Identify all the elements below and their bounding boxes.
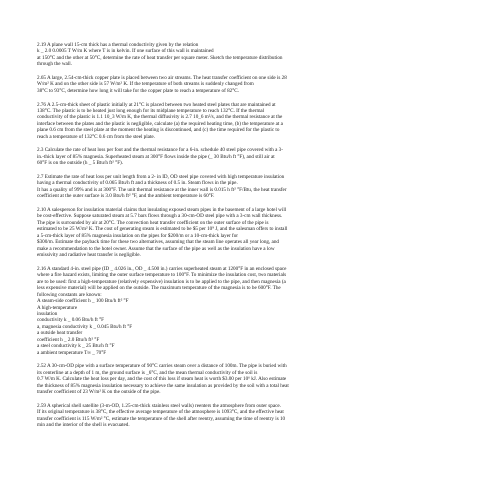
problem-text-line: the thickness of 85% magnesia insulation necessary to achieve the same insulation as provided by the soil with a total heat — [37, 382, 289, 389]
problem-text-line: k _ 2.0 0.0005 T W/m K where T is in kelvin. If one surface of this wall is maintained — [37, 48, 214, 55]
problem-text-line: 2.65 A large, 2.54-cm-thick copper plate is placed between two air streams. The heat transfer coefficient on one side is 28 — [37, 75, 287, 81]
problem-text-line: 2.3 Calculate the rate of heat loss per foot and the thermal resistance for a 6-in. schedule 40 steel pipe covered with a 3- — [37, 147, 283, 154]
problem-text-line: conductivity of the plastic is 1.1 10_3 W/m K, the thermal diffusivity is 2.7 10_6 m²/s, and the thermal resistance at the — [37, 114, 283, 121]
problem-2-10 — [37, 207, 461, 259]
problem-text-line: A steam-side coefficient h _ 100 Btu/h ft² °F — [37, 298, 129, 305]
problem-text-line: coefficient at the outer surface is 3.0 Btu/h ft² °F, and the ambient temperature is 60°F. — [37, 193, 215, 200]
problem-text-line: transfer coefficient is 115 W/m² °C, estimate the temperature of the shell after reentry, assuming the time of reentry is 10 — [37, 415, 286, 422]
problem-text-line: 2.10 A salesperson for insulation material claims that insulating exposed steam pipes in the basement of a large hotel will — [37, 207, 287, 213]
problem-text-line: 138°C. The plastic is to be heated just long enough for its midplane temperature to reach 132°C. If the thermal — [37, 108, 265, 114]
problem-text-line: following constants are known: — [37, 291, 102, 298]
problem-text-line: 60°F is on the outside (h _ 5 Btu/h ft² °F). — [37, 160, 124, 167]
problem-text-line: It has a quality of 99% and is at 300°F. The unit thermal resistance at the inner wall is 0.015 h ft² °F/Btu, the heat transfer — [37, 186, 287, 193]
problem-text-line: a outside heat transfer — [37, 330, 83, 337]
problem-2-65 — [37, 75, 461, 94]
problem-2-3 — [37, 147, 461, 166]
problem-text-line: W/m² K and on the other side is 57 W/m² K. If the temperature of both streams is suddenly changed from — [37, 81, 254, 88]
problem-text-line: 2.16 A standard 4-in. steel pipe (ID _ 4.026 in., OD _ 4.500 in.) carries superheated steam at 1200°F in an enclosed space — [37, 265, 287, 272]
problem-text-line: its centerline at a depth of 1 m, the ground surface is _6°C, and the mean thermal conductivity of the soil is — [37, 369, 258, 376]
problem-text-line: estimated to be 25 W/m² K. The cost of generating steam is estimated to be $5 per 10⁹ J, and the salesman offers to install — [37, 226, 288, 233]
problem-text-line: min and the interior of the shell is evacuated. — [37, 422, 130, 429]
problem-text-line: insulation — [37, 310, 58, 317]
problem-text-line: make a recommendation to the hotel owner. Assume that the surface of the pipe as well as the insulation have a low — [37, 245, 275, 252]
problem-2-19 — [37, 42, 461, 68]
problem-text-line: The pipe is surrounded by air at 20°C. The convection heat transfer coefficient on the outer surface of the pipe is — [37, 219, 269, 226]
problem-text-line: at 150°C and the other at 50°C, determine the rate of heat transfer per square meter. Sketch the temperature distribution — [37, 54, 283, 61]
problem-text-line: interface between the plates and the plastic is negligible, calculate (a) the required heating time, (b) the temperature at a — [37, 120, 283, 127]
problem-text-line: plane 0.6 cm from the steel plate at the moment the heating is discontinued, and (c) the time required for the plastic to — [37, 127, 280, 134]
problem-text-line: a 5-cm-thick layer of 85% magnesia insulation on the pipes for $200/m or a 10-cm-thick layer for — [37, 232, 238, 239]
problem-text-line: 2.19 A plane wall 15-cm thick has a thermal conductivity given by the relation — [37, 42, 199, 48]
problem-2-76 — [37, 102, 461, 141]
problem-text-line: be cost-effective. Suppose saturated steam at 5.7 bars flows through a 30-cm-OD steel pipe with a 3-cm wall thickness. — [37, 213, 283, 220]
problem-2-16 — [37, 266, 461, 356]
problem-text-line: reach a temperature of 132°C 0.6 cm from the steel plate. — [37, 133, 155, 140]
problem-text-line: 2.59 A spherical shell satellite (3-m-OD, 1.25-cm-thick stainless steel walls) reenters the atmosphere from outer space. — [37, 402, 281, 409]
problem-2-52 — [37, 363, 461, 395]
problem-text-line: 2.7 Estimate the rate of heat loss per unit length from a 2- in ID, OD steel pipe covered with high temperature insulation — [37, 174, 285, 180]
problem-text-line: through the wall. — [37, 61, 72, 68]
problem-text-line: transfer coefficient of 23 W/m² K on the outside of the pipe. — [37, 389, 161, 396]
problem-text-line: emissivity and radiative heat transfer is negligible. — [37, 252, 141, 259]
problem-text-line: 2.52 A 30-cm-OD pipe with a surface temperature of 90°C carries steam over a distance of 100m. The pipe is buried with — [37, 363, 287, 370]
problem-text-line: $300/m. Estimate the payback time for these two alternatives, assuming that the steam line operates all year long, and — [37, 239, 279, 246]
problem-text-line: less expensive material) will be applied on the outside. The maximum temperature of the magnesia is to be 600°F. The — [37, 285, 281, 292]
problem-text-line: where a fire hazard exists, limiting the outer surface temperature to 100°F. To minimize the insulation cost, two materials — [37, 272, 287, 279]
problem-text-line: conductivity k _ 0.06 Btu/h ft °F — [37, 317, 105, 324]
problem-text-line: coefficient h _ 2.0 Btu/h ft² °F — [37, 336, 100, 343]
document-page — [37, 42, 461, 436]
problem-text-line: a steel conductivity k _ 25 Btu/h ft °F — [37, 343, 115, 350]
problem-text-line: a ambient temperature T∞ _ 70°F — [37, 349, 107, 356]
problem-text-line: having a thermal conductivity of 0.065 Btu/h ft and a thickness of 0.5 in. Steam flows in the pipe. — [37, 180, 238, 187]
problem-text-line: 38°C to 93°C, determine how long it will take for the copper plate to reach a temperature of 82°C. — [37, 87, 240, 94]
problem-text-line: 2.76 A 2.5-cm-thick sheet of plastic initially at 21°C is placed between two heated steel plates that are maintained at — [37, 101, 276, 108]
problem-2-59 — [37, 403, 461, 429]
problem-text-line: A high-temperature — [37, 304, 78, 311]
problem-text-line: a, magnesia conductivity k _ 0.045 Btu/h ft °F — [37, 323, 133, 330]
problem-text-line: in.-thick layer of 85% magnesia. Superheated steam at 300°F flows inside the pipe (_ 30 Btu/h ft °F), and still air at — [37, 153, 275, 160]
problem-text-line: are to be used: first a high-temperature (relatively expensive) insulation is to be applied to the pipe, and then magnesia (a — [37, 278, 286, 285]
problem-text-line: If its original temperature is 38°C, the effective average temperature of the atmosphere is 1093°C, and the effective heat — [37, 409, 284, 416]
problem-text-line: 0.7 W/m K. Calculate the heat loss per day, and the cost of this loss if steam heat is worth $3.00 per 10⁶ kJ. Also estimate — [37, 376, 287, 383]
problem-2-7 — [37, 174, 461, 200]
